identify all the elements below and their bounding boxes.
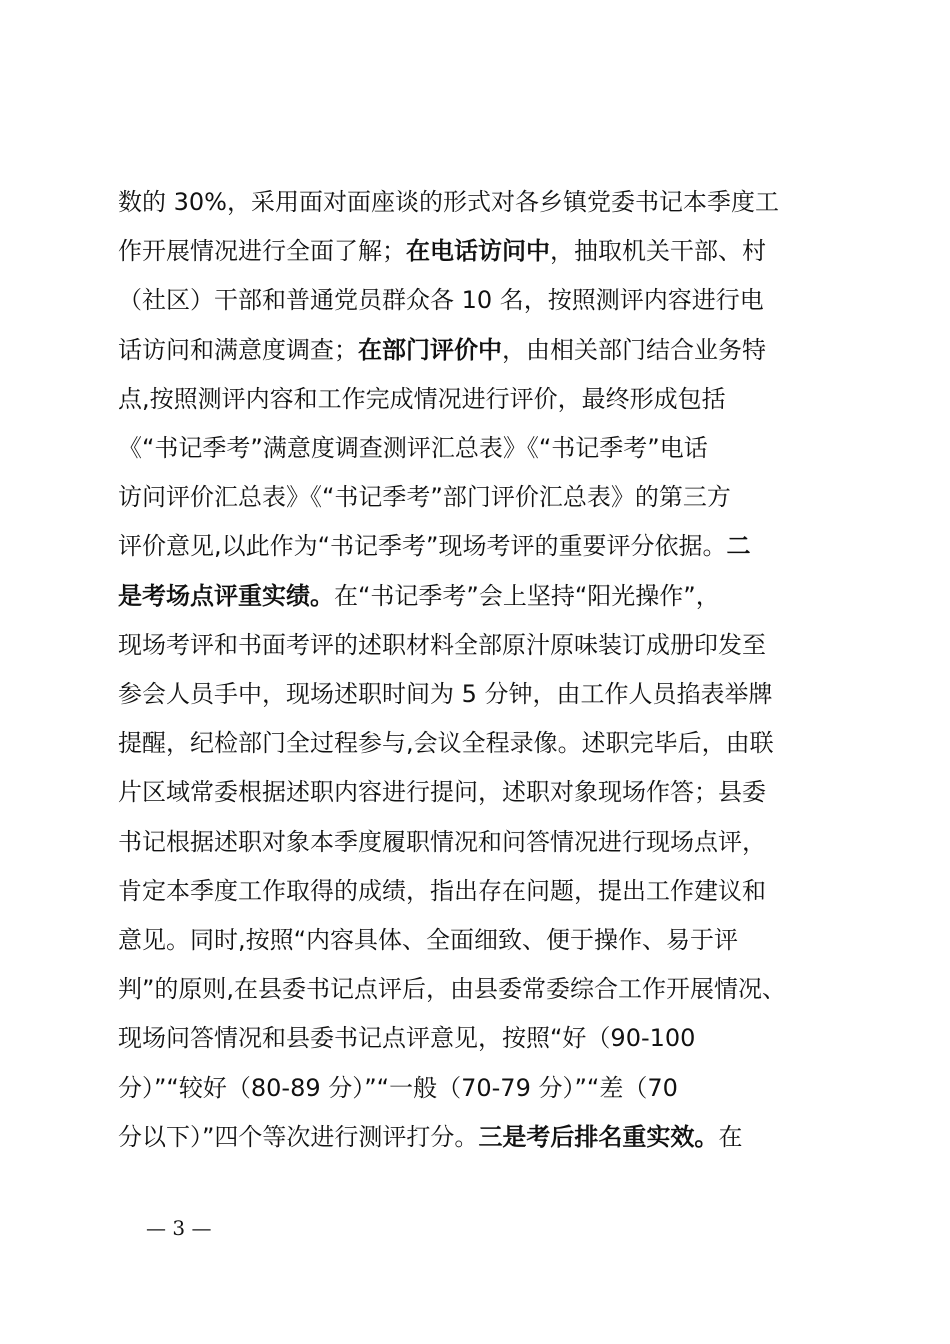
bold-text-run: 二 bbox=[726, 532, 751, 561]
text-line bbox=[118, 826, 838, 858]
page-number: — 3 — bbox=[146, 1216, 212, 1240]
text-run: 现场考评和书面考评的述职材料全部原汁原味装订成册印发至 bbox=[118, 630, 766, 659]
text-run: 数的 30%，采用面对面座谈的形式对各乡镇党委书记本季度工 bbox=[118, 188, 779, 216]
text-run: 现场问答情况和县委书记点评意见，按照“好（90-100 bbox=[118, 1024, 696, 1053]
text-run: ，抽取机关干部、村 bbox=[550, 237, 766, 266]
text-run: 话访问和满意度调查； bbox=[118, 335, 358, 364]
text-run: 作开展情况进行全面了解； bbox=[118, 237, 406, 266]
text-line bbox=[118, 678, 838, 710]
text-run: 评价意见,以此作为“书记季考”现场考评的重要评分依据。 bbox=[118, 532, 727, 561]
text-line bbox=[118, 383, 838, 415]
text-run: 片区域常委根据述职内容进行提问，述职对象现场作答；县委 bbox=[118, 778, 766, 807]
text-run: 点,按照测评内容和工作完成情况进行评价，最终形成包括 bbox=[118, 384, 726, 413]
text-run: 提醒，纪检部门全过程参与,会议全程录像。述职完毕后，由联 bbox=[118, 729, 774, 758]
text-line bbox=[118, 875, 838, 907]
text-run: （社区）干部和普通党员群众各 10 名，按照测评内容进行电 bbox=[118, 286, 764, 315]
text-run: ，由相关部门结合业务特 bbox=[502, 335, 766, 364]
text-run: 分以下）”四个等次进行测评打分。 bbox=[118, 1122, 479, 1151]
text-line bbox=[118, 580, 838, 612]
text-line bbox=[118, 530, 838, 562]
text-run: 《“书记季考”满意度调查测评汇总表》《“书记季考”电话 bbox=[118, 434, 708, 462]
text-run: 意见。同时,按照“内容具体、全面细致、便于操作、易于评 bbox=[118, 926, 739, 954]
bold-text-run: 是考场点评重实绩。 bbox=[118, 581, 334, 610]
text-line bbox=[118, 186, 838, 218]
text-run: 分）”“较好（80-89 分）”“一般（70-79 分）”“差（70 bbox=[118, 1073, 678, 1102]
bold-text-run: 在电话访问中 bbox=[406, 237, 550, 266]
text-line bbox=[118, 727, 838, 759]
text-line bbox=[118, 629, 838, 661]
text-line bbox=[118, 1121, 838, 1153]
bold-text-run: 在部门评价中 bbox=[358, 335, 502, 364]
bold-text-run: 三是考后排名重实效。 bbox=[478, 1122, 719, 1151]
text-line bbox=[118, 334, 838, 366]
text-run: 在 bbox=[718, 1122, 743, 1151]
text-run: 判”的原则,在县委书记点评后，由县委常委综合工作开展情况、 bbox=[118, 975, 787, 1004]
text-run: 书记根据述职对象本季度履职情况和问答情况进行现场点评， bbox=[118, 827, 766, 856]
text-run: 肯定本季度工作取得的成绩，指出存在问题，提出工作建议和 bbox=[118, 876, 766, 905]
text-line bbox=[118, 1022, 838, 1054]
text-run: 参会人员手中，现场述职时间为 5 分钟，由工作人员掐表举牌 bbox=[118, 680, 773, 708]
text-line bbox=[118, 432, 838, 464]
text-line bbox=[118, 973, 848, 1005]
text-line bbox=[118, 924, 838, 956]
text-line bbox=[118, 481, 838, 513]
text-line bbox=[118, 776, 838, 808]
text-line bbox=[118, 1072, 838, 1104]
text-run: 访问评价汇总表》《“书记季考”部门评价汇总表》的第三方 bbox=[118, 483, 731, 512]
text-line bbox=[118, 284, 838, 316]
text-run: 在“书记季考”会上坚持“阳光操作”， bbox=[334, 581, 720, 610]
text-line bbox=[118, 235, 838, 267]
